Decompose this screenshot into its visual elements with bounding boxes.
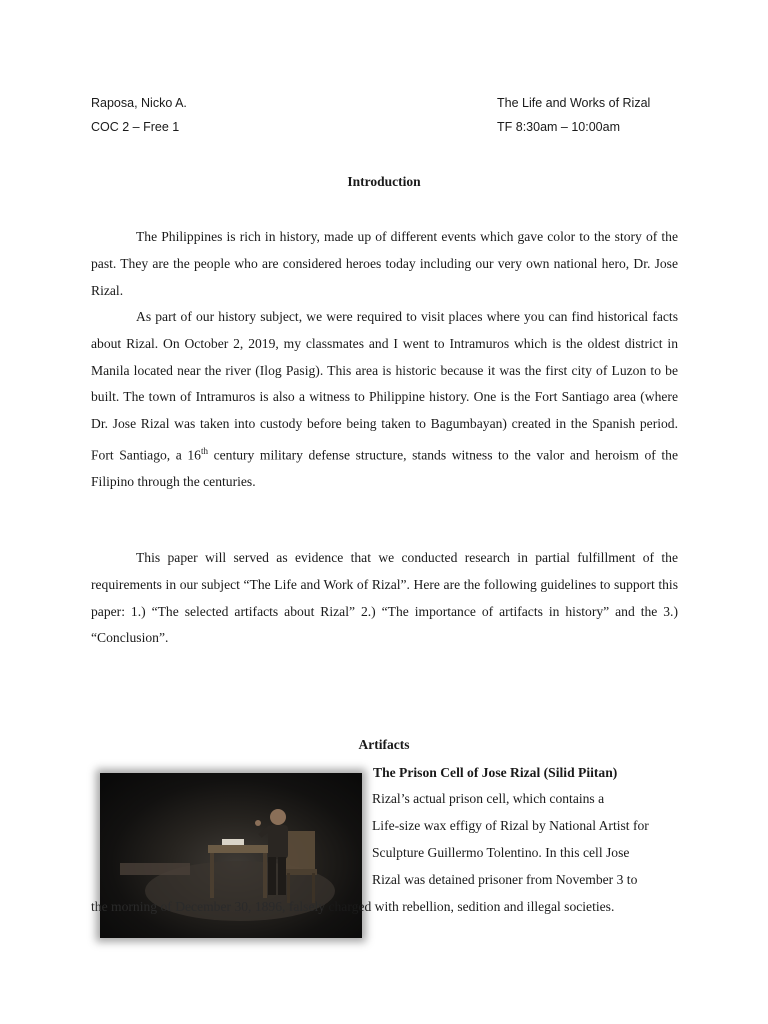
header-left <box>91 91 187 139</box>
artifact-line-2: Life-size wax effigy of Rizal by National Artist for <box>372 818 649 833</box>
paragraph-1-text: The Philippines is rich in history, made up of different events which gave color to the story of the past. They are the people who are considered heroes today including our very own national hero, Dr. Jose Rizal. <box>91 229 678 298</box>
artifact-line-3: Sculpture Guillermo Tolentino. In this cell Jose <box>372 845 630 860</box>
paragraph-2 <box>91 304 678 496</box>
header-right <box>497 91 650 139</box>
subject-title: The Life and Works of Rizal <box>497 96 651 110</box>
course-section: COC 2 – Free 1 <box>91 120 180 134</box>
introduction-heading: Introduction <box>347 174 421 189</box>
artifact-line-5-start: the morning of December 30, 1896, falsely <box>91 899 326 914</box>
artifact-line-4: Rizal was detained prisoner from November 3 to <box>372 872 638 887</box>
paragraph-2-text-b: century military defense structure, stands witness to the valor and heroism of the Filipino through the centuries. <box>91 447 678 490</box>
paragraph-3 <box>91 545 678 652</box>
author-name: Raposa, Nicko A. <box>91 96 187 110</box>
artifacts-heading: Artifacts <box>358 737 410 752</box>
class-schedule: TF 8:30am – 10:00am <box>497 120 620 134</box>
paragraph-3-text: This paper will served as evidence that we conducted research in partial fulfillment of the requirements in our subject “The Life and Work of Rizal”. Here are the following guidelines to support this paper: 1.) “The selected artifacts about Rizal” 2.) “The importance of artifacts in history” and the 3.) “Conclusion”. <box>91 550 678 646</box>
artifact-line-1: Rizal’s actual prison cell, which contains a <box>372 791 605 806</box>
ordinal-suffix: th <box>200 445 208 456</box>
paragraph-2-text-a: As part of our history subject, we were required to visit places where you can find historical facts about Rizal. On October 2, 2019, my classmates and I went to Intramuros which is the oldest district in Manila located near the river (Ilog Pasig). This area is historic because it was the first city of Luzon to be built. The town of Intramuros is also a witness to Philippine history. One is the Fort Santiago area (where Dr. Jose Rizal was taken into custody before being taken to Bagumbayan) created in the Spanish period. Fort Santiago, a 16 <box>91 309 678 463</box>
artifact-title: The Prison Cell of Jose Rizal (Silid Piitan) <box>373 765 618 780</box>
artifact-line-5-end: charged with rebellion, sedition and illegal societies. <box>328 899 615 914</box>
paragraph-1 <box>91 224 678 304</box>
artifact-line-5 <box>91 894 678 921</box>
